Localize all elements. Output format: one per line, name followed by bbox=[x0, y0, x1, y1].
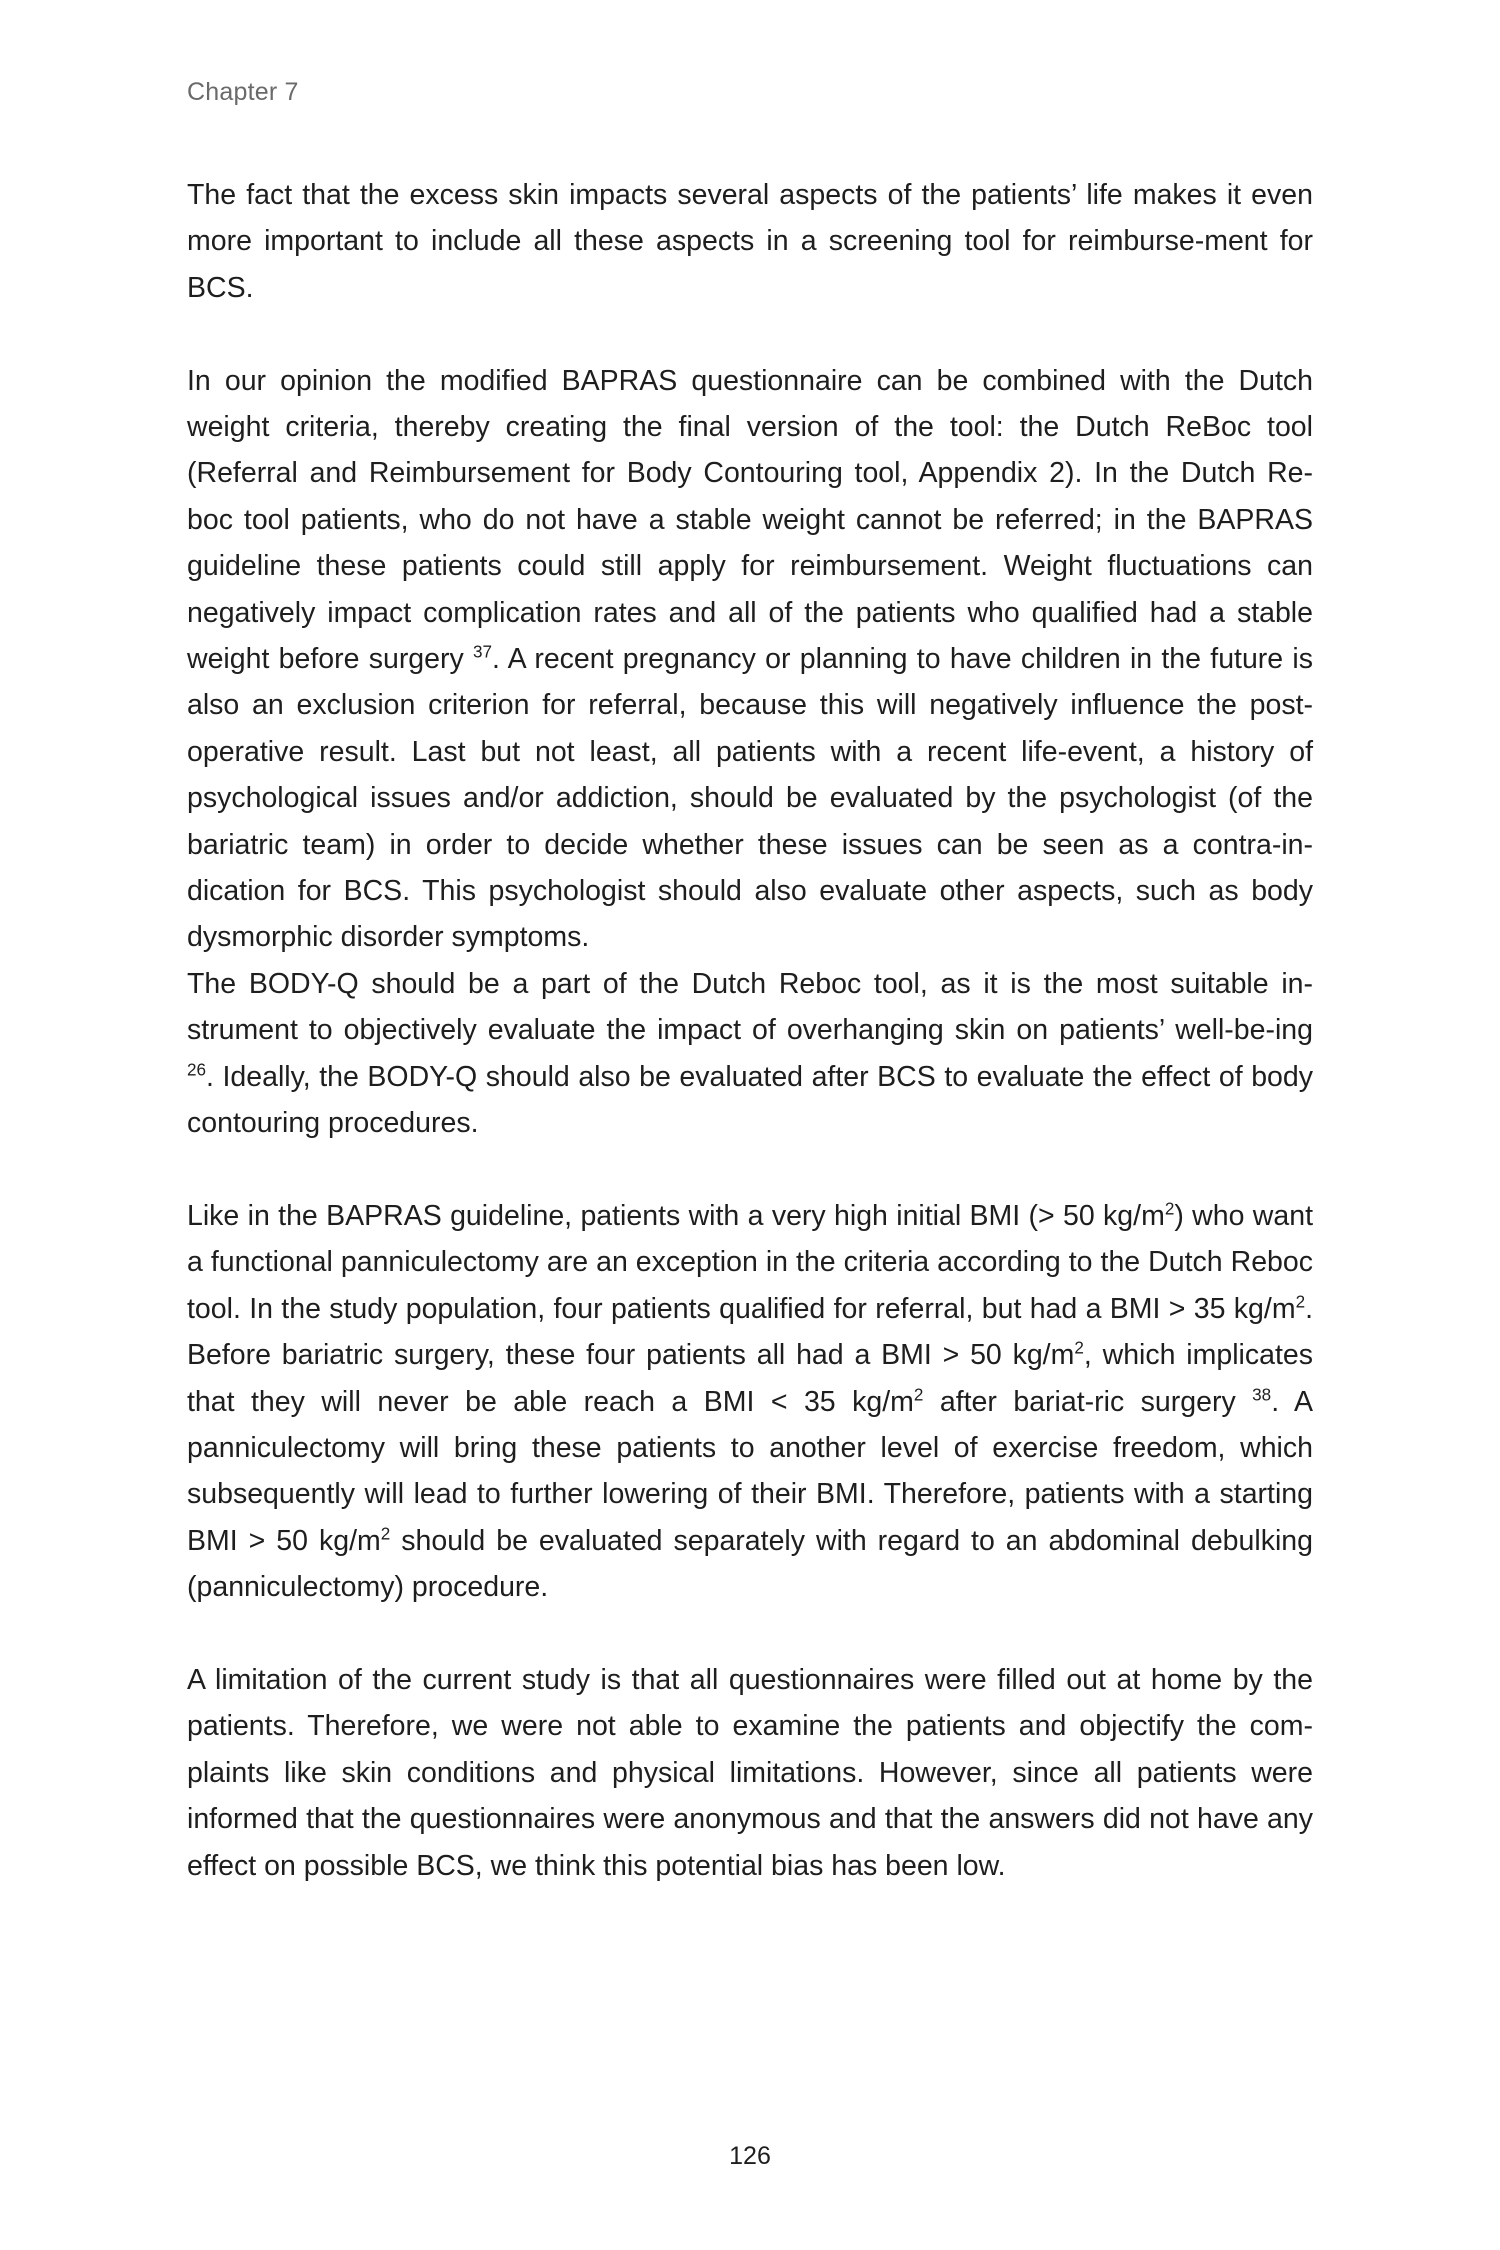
body-text bbox=[187, 172, 1313, 1889]
reference-superscript: 37 bbox=[473, 642, 493, 662]
reference-superscript: 26 bbox=[187, 1060, 207, 1080]
paragraph-1: The fact that the excess skin impacts several aspects of the patients’ life makes it even more important to include all these aspects in a screening tool for reimburse-ment for BCS. bbox=[187, 179, 1313, 304]
page-number: 126 bbox=[729, 2142, 771, 2170]
paragraph-4: Like in the BAPRAS guideline, patients with a very high initial BMI (> 50 $kg/m^2$) who want a functional panniculectomy are an exception in the criteria according to the Dutch Reboc tool. In the study population, four patients qualified for referral, but had a BMI > 35 $kg/m^2$. Before bariatric surgery, these four patients all had a BMI > 50 $kg/m^2$, which implicates that they will never be able reach a BMI < 35 $kg/m^2$ after bariat-ric surgery $^{38}$. A panniculectomy will bring these patients to another level of exercise freedom, which subsequently will lead to further lowering of their BMI. Therefore, patients with a starting BMI > 50 $kg/m^2$ should be evaluated separately with regard to an abdominal debulking (panniculectomy) procedure. bbox=[187, 1199, 1314, 1604]
unit-superscript: 2 bbox=[913, 1385, 924, 1405]
paragraph-3: The BODY-Q should be a part of the Dutch Reboc tool, as it is the most suitable in-strument to objectively evaluate the impact of overhanging skin on patients’ well-be-ing $^{26}$. Ideally, the BODY-Q should also be evaluated after BCS to evaluate the effect of body contouring procedures. bbox=[187, 967, 1313, 1140]
running-head: Chapter 7 bbox=[187, 78, 299, 106]
paragraph-5: A limitation of the current study is that all questionnaires were filled out at home by the patients. Therefore, we were not able to examine the patients and objectify the com-plaints like skin conditions and physical limitations. However, since all patients were informed that the questionnaires were anonymous and that the answers did not have any effect on possible BCS, we think this potential bias has been low. bbox=[187, 1663, 1313, 1882]
paragraph-2: In our opinion the modified BAPRAS questionnaire can be combined with the Dutch weight criteria, thereby creating the final version of the tool: the Dutch ReBoc tool (Referral and Reimbursement for Body Contouring tool, Appendix 2). In the Dutch Re-boc tool patients, who do not have a stable weight cannot be referred; in the BAPRAS guideline these patients could still apply for reimbursement. Weight fluctuations can negatively impact complication rates and all of the patients who qualified had a stable weight before surgery $^{37}$. A recent pregnancy or planning to have children in the future is also an exclusion criterion for referral, because this will negatively influence the post-operative result. Last but not least, all patients with a recent life-event, a history of psychological issues and/or addiction, should be evaluated by the psychologist (of the bariatric team) in order to decide whether these issues can be seen as a contra-in-dication for BCS. This psychologist should also evaluate other aspects, such as body dysmorphic disorder symptoms. bbox=[187, 364, 1313, 954]
unit-superscript: 2 bbox=[380, 1524, 391, 1544]
unit-superscript: 2 bbox=[1164, 1199, 1175, 1219]
reference-superscript: 38 bbox=[1252, 1385, 1272, 1405]
unit-superscript: 2 bbox=[1074, 1338, 1084, 1358]
unit-superscript: 2 bbox=[1295, 1292, 1306, 1312]
